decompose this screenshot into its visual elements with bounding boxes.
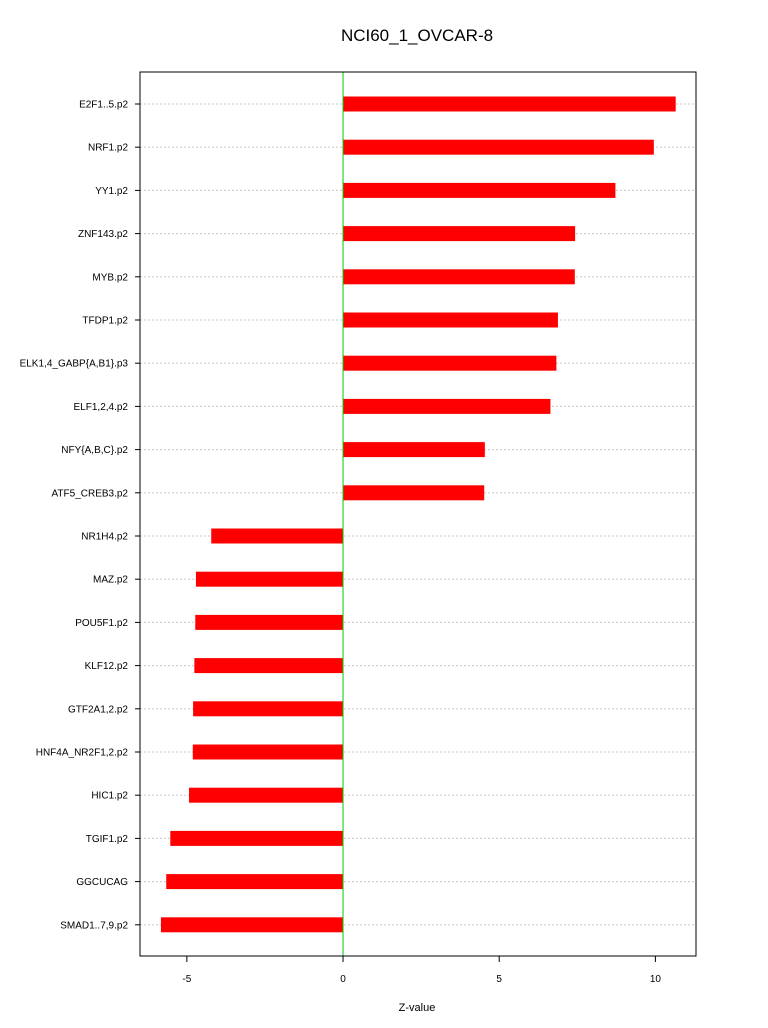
x-axis-label: Z-value — [398, 1002, 436, 1014]
bar — [343, 399, 550, 414]
bar — [343, 442, 485, 457]
category-label: NRF1.p2 — [87, 142, 128, 154]
category-label: GGCUCAG — [76, 877, 128, 889]
category-label: ELK1,4_GABP{A,B1}.p3 — [19, 358, 128, 370]
bar — [211, 529, 343, 544]
category-label: HNF4A_NR2F1,2.p2 — [35, 747, 128, 759]
bar — [194, 658, 343, 673]
bar — [196, 572, 343, 587]
category-label: ELF1,2,4.p2 — [73, 401, 128, 413]
category-label: NFY{A,B,C}.p2 — [61, 445, 128, 457]
bar — [166, 874, 343, 889]
category-label: KLF12.p2 — [84, 661, 128, 673]
chart-title: NCI60_1_OVCAR-8 — [340, 26, 494, 45]
bar — [193, 701, 343, 716]
bar — [343, 97, 676, 112]
category-label: POU5F1.p2 — [75, 617, 128, 629]
category-label: YY1.p2 — [95, 185, 128, 197]
category-label: MYB.p2 — [92, 272, 128, 284]
x-tick-label: 5 — [496, 974, 502, 985]
category-label: NR1H4.p2 — [81, 531, 128, 543]
category-label: SMAD1..7,9.p2 — [60, 920, 128, 932]
category-label: ZNF143.p2 — [77, 229, 128, 241]
category-label: TGIF1.p2 — [85, 833, 128, 845]
bars — [161, 97, 676, 933]
category-label: ATF5_CREB3.p2 — [51, 488, 128, 500]
bar — [343, 313, 558, 328]
x-tick-label: 0 — [340, 974, 346, 985]
x-tick-label: 10 — [649, 974, 661, 985]
category-label: GTF2A1,2.p2 — [67, 704, 128, 716]
category-labels — [20, 100, 129, 932]
category-label: TFDP1.p2 — [82, 315, 128, 327]
bar — [343, 485, 484, 500]
bar — [343, 356, 556, 371]
bar — [343, 226, 575, 241]
category-label: HIC1.p2 — [91, 790, 128, 802]
category-label: E2F1..5.p2 — [79, 99, 128, 111]
bar — [195, 615, 343, 630]
bar — [343, 269, 575, 284]
bar — [161, 917, 343, 932]
x-tick-label: -5 — [182, 974, 192, 985]
category-label: MAZ.p2 — [92, 574, 128, 586]
bar — [170, 831, 343, 846]
bar — [189, 788, 343, 803]
plot-frame — [140, 72, 696, 956]
bar — [193, 745, 343, 760]
bar — [343, 183, 615, 198]
bar — [343, 140, 654, 155]
